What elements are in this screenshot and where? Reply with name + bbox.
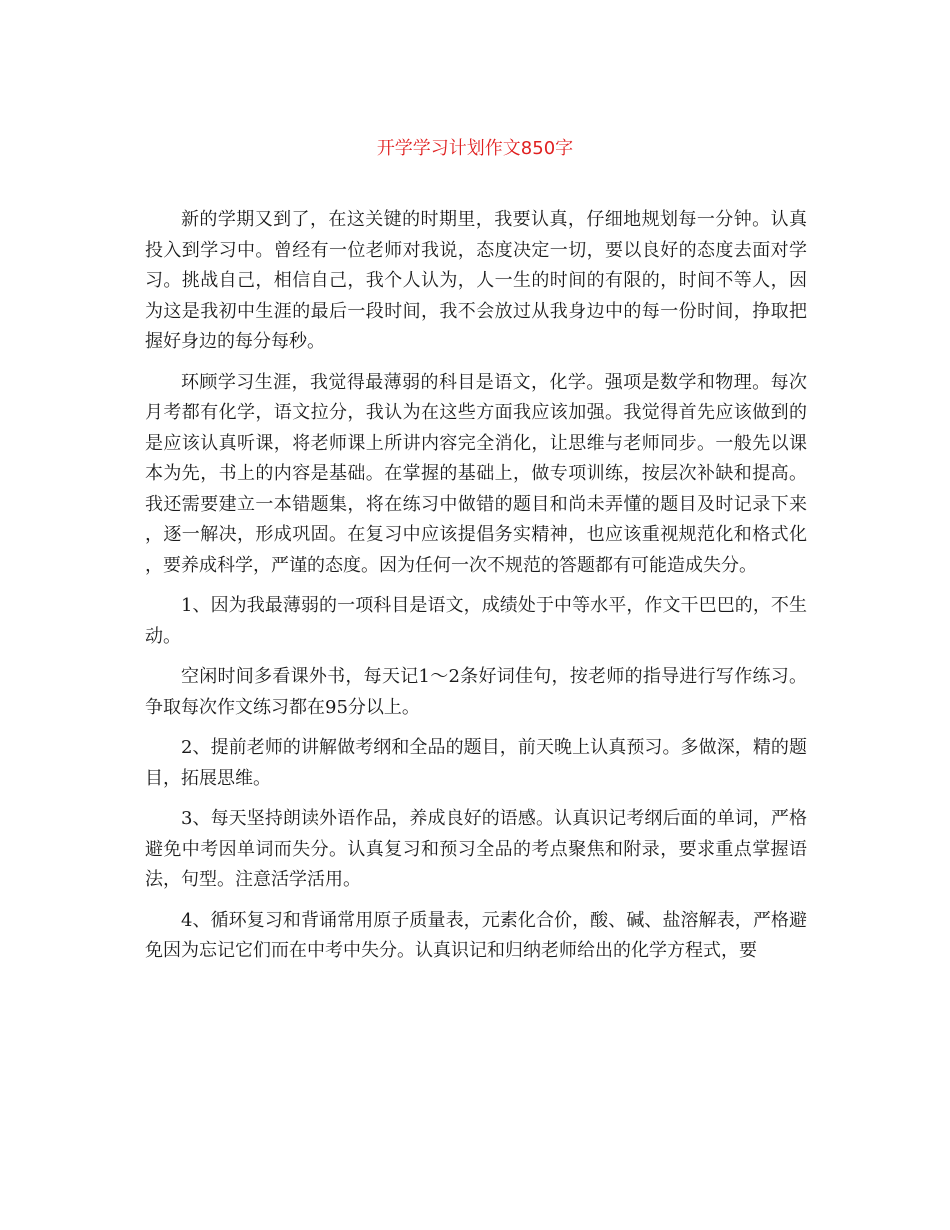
- paragraph-item-1-plan: 空闲时间多看课外书，每天记1～2条好词佳句，按老师的指导进行写作练习。争取每次作文练习都在95分以上。: [145, 666, 807, 718]
- paragraph-item-2: 2、提前老师的讲解做考纲和全品的题目，前天晚上认真预习。多做深，精的题目，拓展思维。: [145, 737, 807, 789]
- paragraph-item-1: 1、因为我最薄弱的一项科目是语文，成绩处于中等水平，作文干巴巴的，不生动。: [145, 595, 807, 647]
- document-title: 开学学习计划作文850字: [376, 138, 574, 159]
- paragraph-intro: 新的学期又到了，在这关键的时期里，我要认真，仔细地规划每一分钟。认真投入到学习中。曾经有一位老师对我说，态度决定一切，要以良好的态度去面对学习。挑战自己，相信自己，我个人认为，人一生的时间的有限的，时间不等人，因为这是我初中生涯的最后一段时间，我不会放过从我身边中的每一份时间，挣取把握好身边的每分每秒。: [145, 209, 807, 352]
- document-body: [145, 205, 807, 977]
- paragraph-item-3: 3、每天坚持朗读外语作品，养成良好的语感。认真识记考纲后面的单词，严格避免中考因单词而失分。认真复习和预习全品的考点聚焦和附录，要求重点掌握语法，句型。注意活学活用。: [145, 808, 807, 890]
- paragraph-item-4: 4、循环复习和背诵常用原子质量表，元素化合价，酸、碱、盐溶解表，严格避免因为忘记它们而在中考中失分。认真识记和归纳老师给出的化学方程式，要: [145, 909, 807, 961]
- paragraph-review: 环顾学习生涯，我觉得最薄弱的科目是语文，化学。强项是数学和物理。每次月考都有化学，语文拉分，我认为在这些方面我应该加强。我觉得首先应该做到的是应该认真听课，将老师课上所讲内容完全消化，让思维与老师同步。一般先以课本为先，书上的内容是基础。在掌握的基础上，做专项训练，按层次补缺和提高。我还需要建立一本错题集，将在练习中做错的题目和尚未弄懂的题目及时记录下来，逐一解决，形成巩固。在复习中应该提倡务实精神，也应该重视规范化和格式化，要养成科学，严谨的态度。因为任何一次不规范的答题都有可能造成失分。: [145, 371, 807, 576]
